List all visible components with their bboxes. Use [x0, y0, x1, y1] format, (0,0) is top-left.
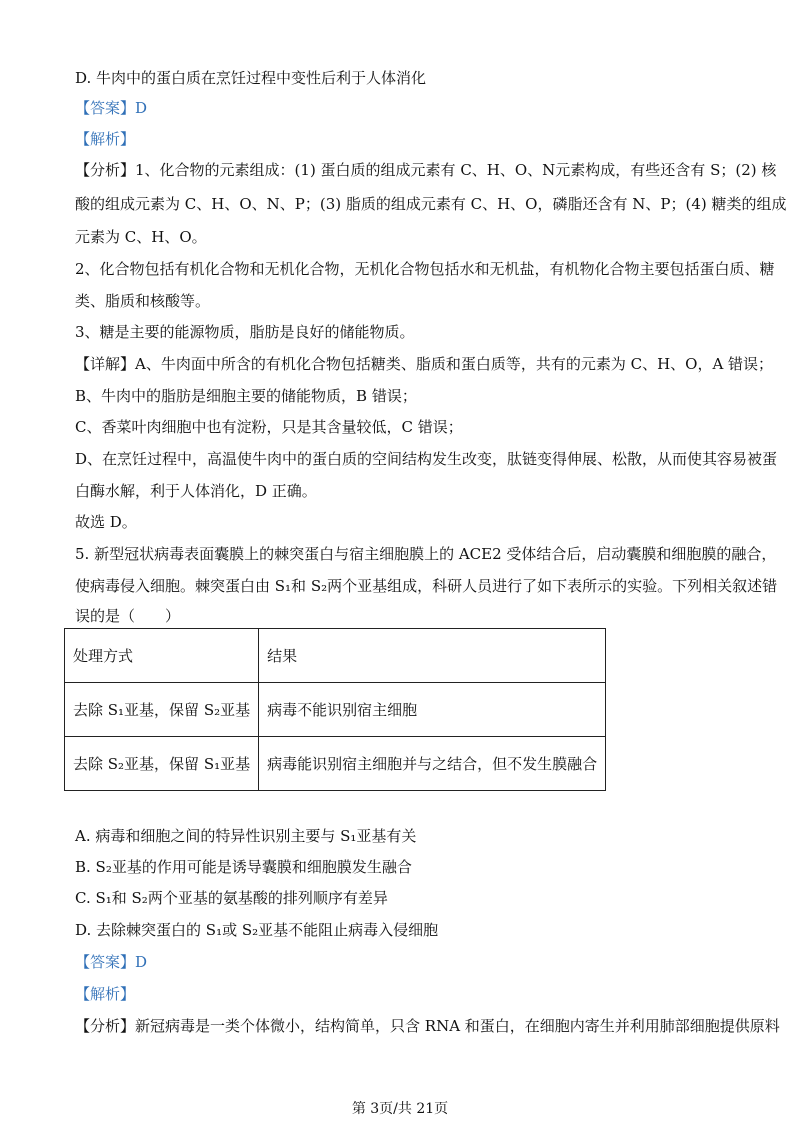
answer-label: 【答案】D — [75, 953, 148, 971]
table-row — [65, 683, 606, 737]
text-line: 【分析】1、化合物的元素组成：(1) 蛋白质的组成元素有 C、H、O、N元素构成，有些还含有 S；(2) 核 — [75, 161, 777, 179]
option-b: B. S₂亚基的作用可能是诱导囊膜和细胞膜发生融合 — [75, 858, 412, 876]
text-line: 元素为 C、H、O。 — [75, 228, 207, 246]
text-line: 3、糖是主要的能源物质，脂肪是良好的储能物质。 — [75, 323, 415, 341]
table-cell: 病毒能识别宿主细胞并与之结合，但不发生膜融合 — [259, 737, 606, 791]
table-header-row — [65, 629, 606, 683]
text-line: C、香菜叶肉细胞中也有淀粉，只是其含量较低，C 错误； — [75, 418, 463, 436]
table-cell: 去除 S₂亚基，保留 S₁亚基 — [65, 737, 259, 791]
option-d: D. 去除棘突蛋白的 S₁或 S₂亚基不能阻止病毒入侵细胞 — [75, 921, 439, 939]
analysis-label: 【解析】 — [75, 130, 136, 148]
question-text: 误的是（ ） — [75, 607, 181, 625]
text-line: 【详解】A、牛肉面中所含的有机化合物包括糖类、脂质和蛋白质等，共有的元素为 C、H、O，A 错误； — [75, 355, 774, 373]
table-cell: 去除 S₁亚基，保留 S₂亚基 — [65, 683, 259, 737]
table-header-cell: 结果 — [259, 629, 606, 683]
text-line: D、在烹饪过程中，高温使牛肉中的蛋白质的空间结构发生改变，肽链变得伸展、松散，从而使其容易被蛋 — [75, 450, 778, 468]
table-row — [65, 737, 606, 791]
text-line: 2、化合物包括有机化合物和无机化合物，无机化合物包括水和无机盐，有机物化合物主要包括蛋白质、糖 — [75, 260, 775, 278]
table-cell: 病毒不能识别宿主细胞 — [259, 683, 606, 737]
analysis-label: 【解析】 — [75, 985, 136, 1003]
experiment-table — [64, 628, 606, 791]
text-line: 酸的组成元素为 C、H、O、N、P；(3) 脂质的组成元素有 C、H、O，磷脂还含有 N、P；(4) 糖类的组成 — [75, 195, 787, 213]
analysis-text: 【分析】新冠病毒是一类个体微小，结构简单，只含 RNA 和蛋白，在细胞内寄生并利用肺部细胞提供原料 — [75, 1017, 780, 1035]
table-header-cell: 处理方式 — [65, 629, 259, 683]
text-line: 故选 D。 — [75, 513, 137, 531]
option-c: C. S₁和 S₂两个亚基的氨基酸的排列顺序有差异 — [75, 889, 388, 907]
text-line: 类、脂质和核酸等。 — [75, 292, 211, 310]
answer-label: 【答案】D — [75, 99, 148, 117]
text-line: 白酶水解，利于人体消化，D 正确。 — [75, 482, 317, 500]
page-footer: 第 3页/共 21页 — [351, 1101, 449, 1117]
text-line: B、牛肉中的脂肪是细胞主要的储能物质，B 错误； — [75, 387, 417, 405]
option-d-prev: D. 牛肉中的蛋白质在烹饪过程中变性后利于人体消化 — [75, 69, 427, 87]
option-a: A. 病毒和细胞之间的特异性识别主要与 S₁亚基有关 — [75, 827, 417, 845]
question-text: 使病毒侵入细胞。棘突蛋白由 S₁和 S₂两个亚基组成，科研人员进行了如下表所示的实验。下列相关叙述错 — [75, 577, 778, 595]
question-text: 5. 新型冠状病毒表面囊膜上的棘突蛋白与宿主细胞膜上的 ACE2 受体结合后，启动囊膜和细胞膜的融合， — [75, 545, 777, 563]
